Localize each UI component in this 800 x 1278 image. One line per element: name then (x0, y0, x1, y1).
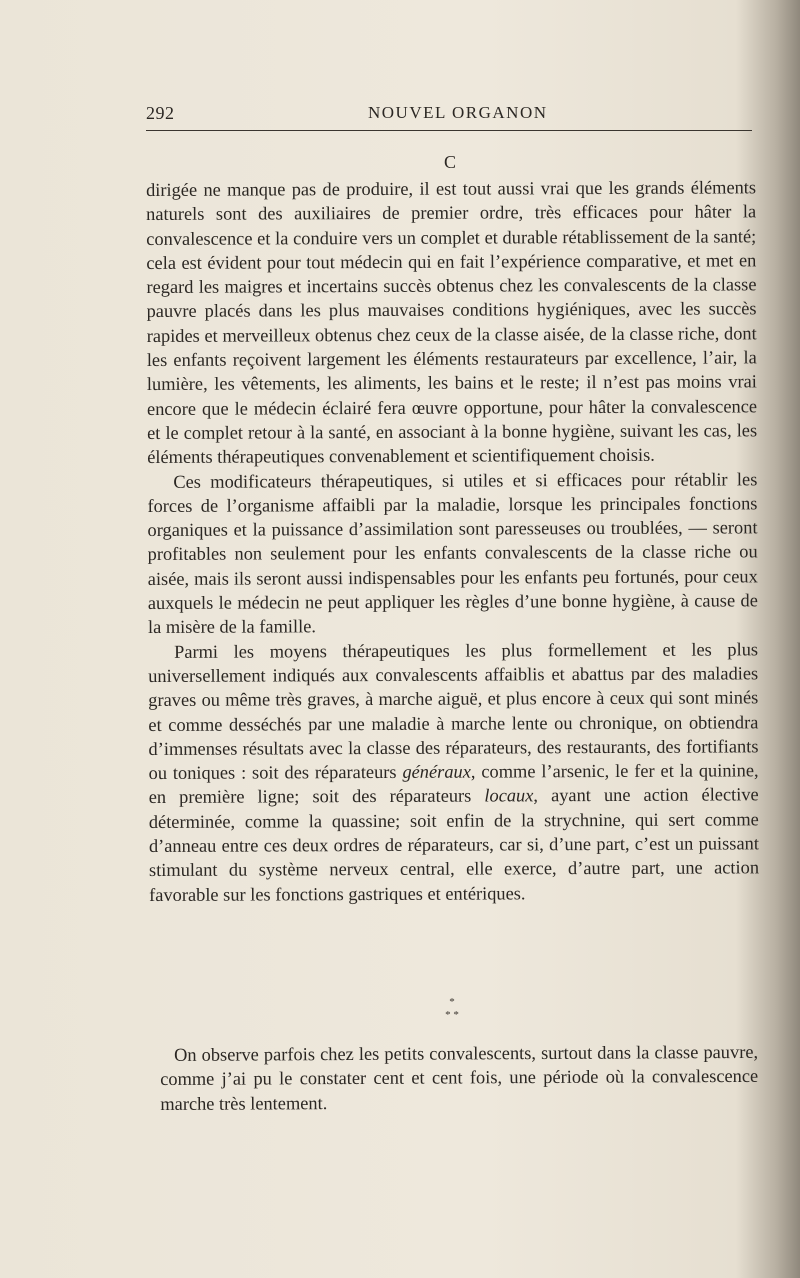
paragraph-4: On observe parfois chez les petits convalescents, surtout dans la classe pauvre, comme j’ai pu le constater cent et cent fois, une période où la convalescence marche très lentement. (160, 1041, 759, 1114)
asterism-separator (432, 996, 472, 1022)
asterism-bottom: * * (445, 1009, 459, 1021)
page-header (146, 103, 752, 127)
paragraph-3 (148, 637, 759, 907)
paragraph-1: dirigée ne manque pas de produire, il est tout aussi vrai que les grands éléments naturels sont des auxiliaires de premier ordre, très efficaces pour hâter la convalescence et la conduire vers un complet et durable rétablissement de la santé; cela est évident pour tout médecin qui en fait l’expérience comparative, et met en regard les maigres et incertains succès obtenus chez les convalescents de la classe pauvre placés dans les plus mauvaises conditions hygiéniques, avec les succès rapides et merveilleux obtenus chez ceux de la classe aisée, de la classe riche, dont les enfants reçoivent largement les éléments restaurateurs par excellence, l’air, la lumière, les vêtements, les aliments, les bains et le reste; il n’est pas moins vrai encore que le médecin éclairé fera œuvre opportune, pour hâter la convalescence et le complet retour à la santé, en associant à la bonne hygiène, suivant les cas, les éléments thérapeutiques convenablement et scientifiquement choisis. (146, 177, 758, 468)
italic-locaux: locaux (484, 785, 534, 806)
signature-mark: C (444, 152, 457, 172)
final-text (160, 1040, 758, 1116)
page-number: 292 (146, 103, 175, 123)
paragraph-3-part-2: , comme l’arsenic, le fer et la quinine, en première ligne; soit des réparateurs (148, 760, 759, 808)
paragraph-3-part-1: Parmi les moyens thérapeutiques les plus formellement et les plus universellement indiqués aux convalescents affaiblis et abattus par des maladies graves ou même très graves, à marche aiguë, et plus encore à ceux qui sont minés et comme desséchés par une maladie à marche lente ou chronique, on obtiendra d’immenses résultats avec la classe des réparateurs, des restaurants, des fortifiants ou toniques : soit des réparateurs (148, 638, 759, 784)
asterism-top: * (449, 996, 455, 1008)
header-rule (146, 130, 752, 131)
running-title: NOUVEL ORGANON (368, 103, 548, 122)
italic-generaux: généraux (402, 761, 471, 783)
body-text (146, 175, 759, 907)
paragraph-2: Ces modificateurs thérapeutiques, si utiles et si efficaces pour rétablir les forces de l’organisme affaibli par la maladie, lorsque les principales fonctions organiques et la puissance d’assimilation sont paresseuses ou troublées, — seront profitables non seulement pour les enfants convalescents de la classe riche ou aisée, mais ils seront aussi indispensables pour les enfants peu fortunés, pour ceux auxquels le médecin ne peut appliquer les règles d’une bonne hygiène, à cause de la misère de la famille. (147, 468, 758, 638)
paragraph-3-part-3: , ayant une action élective déterminée, comme la quassine; soit enfin de la strychnine, qui sert comme d’anneau entre ces deux ordres de réparateurs, car si, d’une part, c’est un puissant stimulant du système nerveux central, elle exerce, d’autre part, une action favorable sur les fonctions gastriques et entériques. (148, 784, 760, 905)
